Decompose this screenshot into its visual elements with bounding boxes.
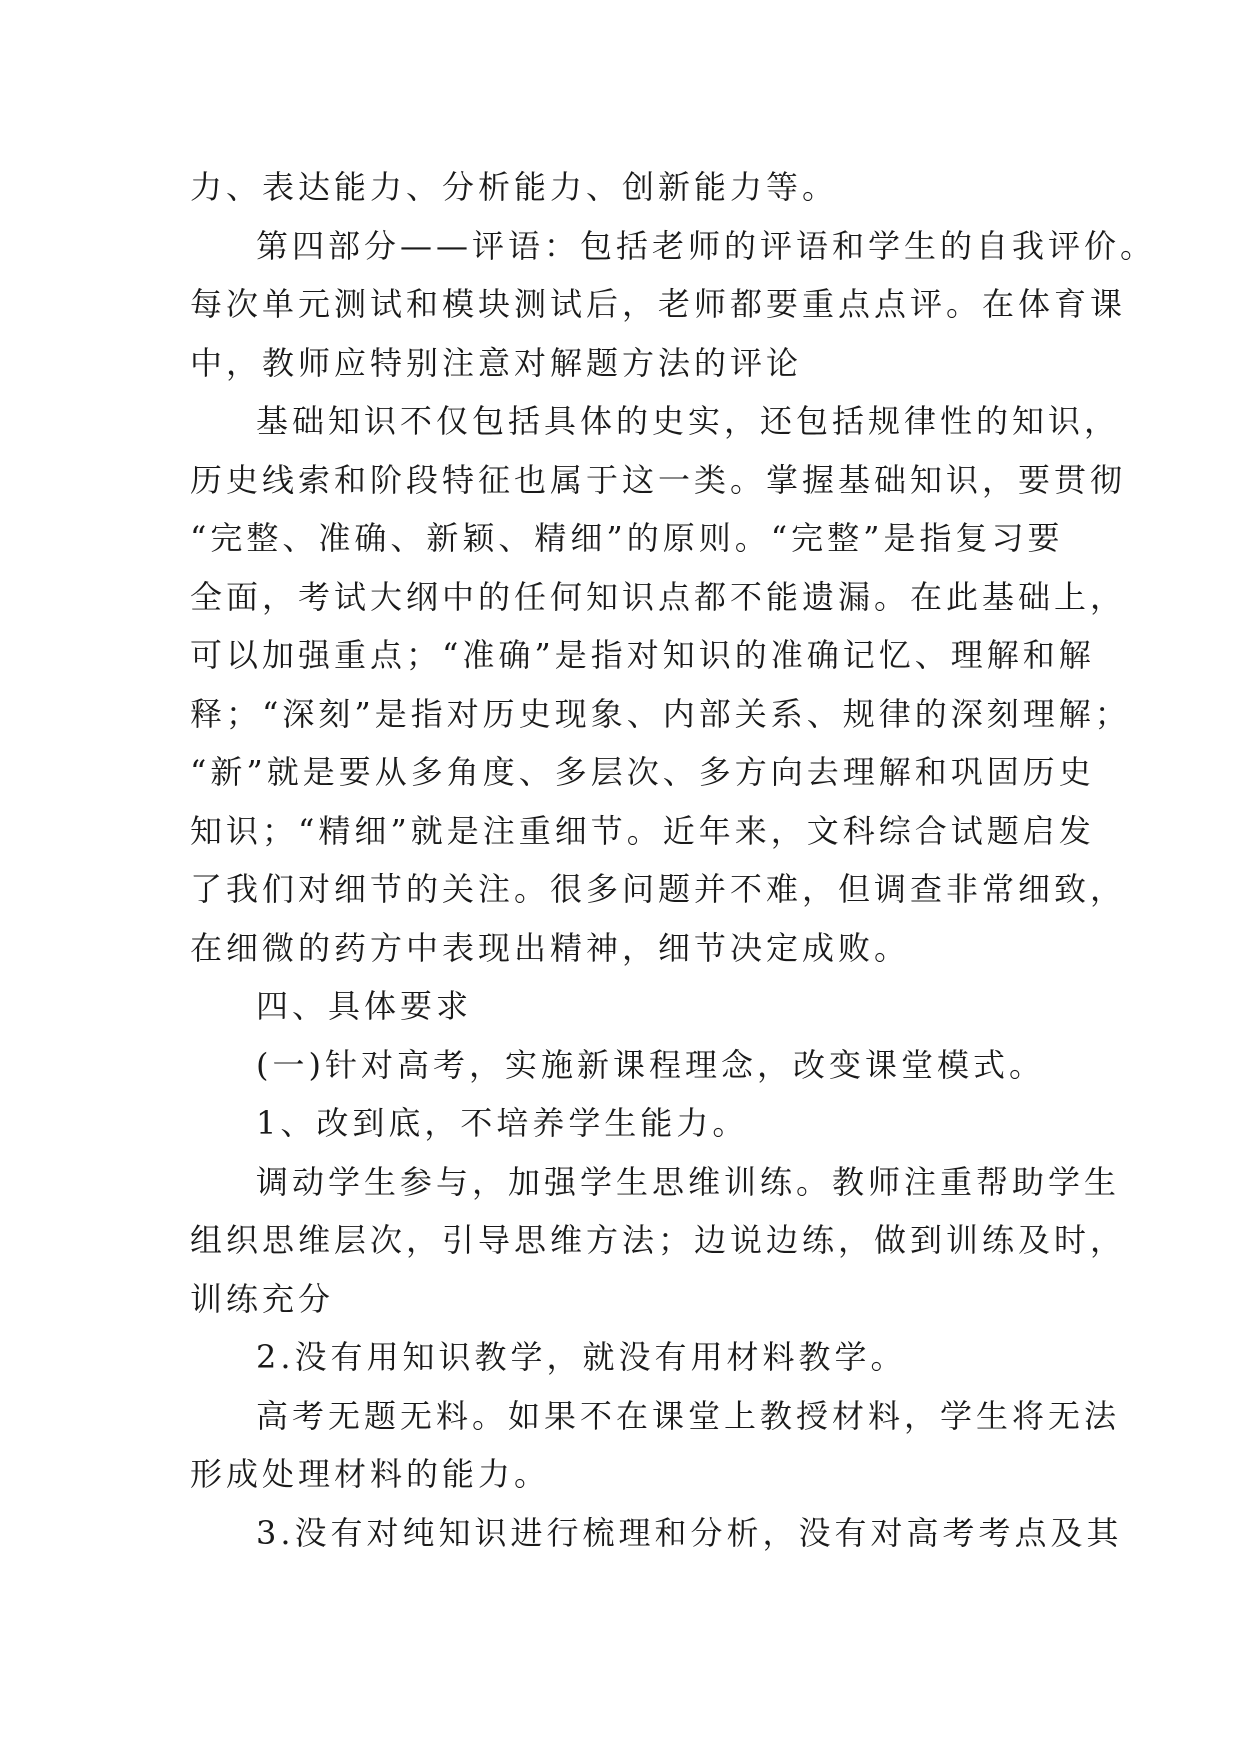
subsection-heading: (一)针对高考，实施新课程理念，改变课堂模式。 xyxy=(256,1045,1045,1084)
numbered-point: 3.没有对纯知识进行梳理和分析，没有对高考考点及其 xyxy=(256,1513,1123,1552)
section-heading: 四、具体要求 xyxy=(256,987,473,1025)
text-line: 训练充分 xyxy=(190,1279,335,1318)
text-line: 中，教师应特别注意对解题方法的评论 xyxy=(190,343,803,382)
text-line: 高考无题无料。如果不在课堂上教授材料，学生将无法 xyxy=(256,1396,1121,1435)
text-line: 基础知识不仅包括具体的史实，还包括规律性的知识， xyxy=(256,402,1121,440)
text-line: 形成处理材料的能力。 xyxy=(190,1455,551,1493)
text-line: 了我们对细节的关注。很多问题并不难，但调查非常细致， xyxy=(190,870,1127,908)
text-line: 第四部分——评语：包括老师的评语和学生的自我评价。 xyxy=(256,226,1157,265)
text-line: 在细微的药方中表现出精神，细节决定成败。 xyxy=(190,928,911,967)
text-line: “完整、准确、新颖、精细”的原则。“完整”是指复习要 xyxy=(190,519,1064,557)
text-line: 知识；“精细”就是注重细节。近年来，文科综合试题启发 xyxy=(190,811,1095,850)
text-line: 历史线索和阶段特征也属于这一类。掌握基础知识，要贯彻 xyxy=(190,460,1127,499)
text-line: 释；“深刻”是指对历史现象、内部关系、规律的深刻理解； xyxy=(190,694,1131,733)
text-line: 每次单元测试和模块测试后，老师都要重点点评。在体育课 xyxy=(190,285,1127,323)
numbered-point: 1、改到底，不培养学生能力。 xyxy=(256,1104,749,1142)
numbered-point: 2.没有用知识教学，就没有用材料教学。 xyxy=(256,1338,907,1376)
text-line: 力、表达能力、分析能力、创新能力等。 xyxy=(190,168,839,206)
text-line: 组织思维层次，引导思维方法；边说边练，做到训练及时， xyxy=(190,1221,1127,1259)
text-line: 可以加强重点；“准确”是指对知识的准确记忆、理解和解 xyxy=(190,636,1095,674)
document-body xyxy=(190,158,1157,1562)
text-line: “新”就是要从多角度、多层次、多方向去理解和巩固历史 xyxy=(190,753,1095,791)
text-line: 全面，考试大纲中的任何知识点都不能遗漏。在此基础上， xyxy=(190,577,1127,616)
text-line: 调动学生参与，加强学生思维训练。教师注重帮助学生 xyxy=(256,1162,1121,1201)
